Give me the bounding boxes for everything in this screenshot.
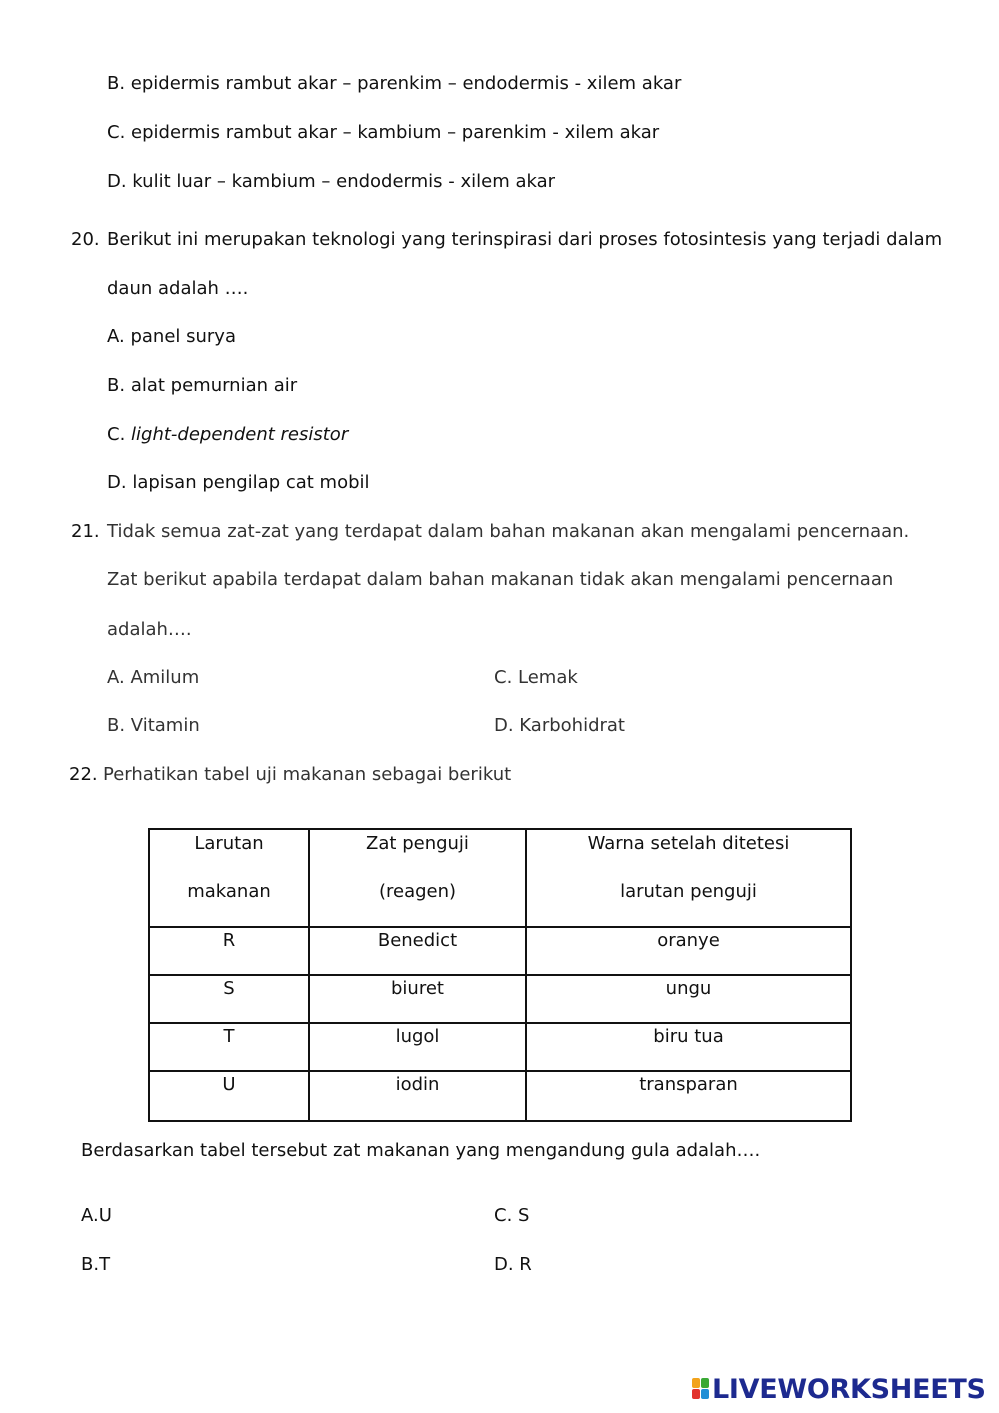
- header-cell-reagent: [309, 829, 526, 927]
- header-line: Warna setelah ditetesi: [587, 833, 790, 854]
- table-cell: oranye: [526, 927, 851, 975]
- option-text: panel surya: [130, 326, 236, 347]
- table-cell: iodin: [309, 1071, 526, 1121]
- header-cell-solution: [149, 829, 309, 927]
- table-header-row: [149, 829, 851, 927]
- q22-prompt: Perhatikan tabel uji makanan sebagai berikut: [103, 764, 512, 785]
- q21-stem-line1: Tidak semua zat-zat yang terdapat dalam bahan makanan akan mengalami pencernaan.: [107, 521, 910, 542]
- table-cell: lugol: [309, 1023, 526, 1071]
- table-row: [149, 927, 851, 975]
- option-letter: B.: [107, 375, 126, 396]
- q20-stem-line2: daun adalah ….: [107, 278, 249, 299]
- option-text: lapisan pengilap cat mobil: [132, 472, 370, 493]
- table-cell: biuret: [309, 975, 526, 1023]
- q22-option-c: C. S: [494, 1205, 530, 1226]
- q20-option-d: [107, 471, 370, 495]
- header-line: larutan penguji: [620, 881, 757, 902]
- table-cell: T: [149, 1023, 309, 1071]
- q21-option-b: B. Vitamin: [107, 715, 200, 736]
- q22-number: 22.: [69, 764, 98, 785]
- q20-number: 20.: [71, 229, 100, 250]
- header-line: makanan: [187, 881, 271, 902]
- table-cell: biru tua: [526, 1023, 851, 1071]
- table-cell: R: [149, 927, 309, 975]
- food-test-table: [148, 828, 852, 1122]
- option-text: light-dependent resistor: [131, 424, 349, 445]
- q19-option-d: D. kulit luar – kambium – endodermis - xilem akar: [107, 171, 556, 192]
- q21-option-c: C. Lemak: [494, 667, 578, 688]
- brand-wordmark: LIVEWORKSHEETS: [712, 1374, 986, 1405]
- q21-option-a: A. Amilum: [107, 667, 200, 688]
- q21-option-d: D. Karbohidrat: [494, 715, 625, 736]
- table-row: [149, 1023, 851, 1071]
- table-row: [149, 975, 851, 1023]
- q20-option-c: [107, 423, 348, 447]
- q22-option-d: D. R: [494, 1254, 532, 1275]
- table-cell: Benedict: [309, 927, 526, 975]
- table-cell: transparan: [526, 1071, 851, 1121]
- liveworksheets-icon: [692, 1378, 710, 1400]
- q21-stem-line2: Zat berikut apabila terdapat dalam bahan makanan tidak akan mengalami pencernaan: [107, 569, 894, 590]
- table-row: [149, 1071, 851, 1121]
- q19-option-c: C. epidermis rambut akar – kambium – parenkim - xilem akar: [107, 122, 660, 143]
- q21-stem-line3: adalah….: [107, 619, 192, 640]
- header-line: Larutan: [194, 833, 264, 854]
- q20-option-b: [107, 374, 297, 398]
- option-letter: C.: [107, 424, 126, 445]
- q22-option-a: A.U: [81, 1205, 112, 1226]
- liveworksheets-logo: [690, 1374, 990, 1404]
- table-cell: S: [149, 975, 309, 1023]
- option-letter: D.: [107, 472, 127, 493]
- q22-option-b: B.T: [81, 1254, 111, 1275]
- q21-number: 21.: [71, 521, 100, 542]
- option-letter: A.: [107, 326, 125, 347]
- header-line: Zat penguji: [366, 833, 469, 854]
- q22-question: Berdasarkan tabel tersebut zat makanan yang mengandung gula adalah….: [81, 1140, 761, 1161]
- table-cell: U: [149, 1071, 309, 1121]
- table-cell: ungu: [526, 975, 851, 1023]
- option-text: alat pemurnian air: [130, 375, 298, 396]
- header-line: (reagen): [378, 881, 457, 902]
- header-cell-color: [526, 829, 851, 927]
- q19-option-b: B. epidermis rambut akar – parenkim – endodermis - xilem akar: [107, 73, 682, 94]
- q20-option-a: [107, 325, 236, 349]
- q20-stem-line1: Berikut ini merupakan teknologi yang terinspirasi dari proses fotosintesis yang terjadi dalam: [107, 229, 943, 250]
